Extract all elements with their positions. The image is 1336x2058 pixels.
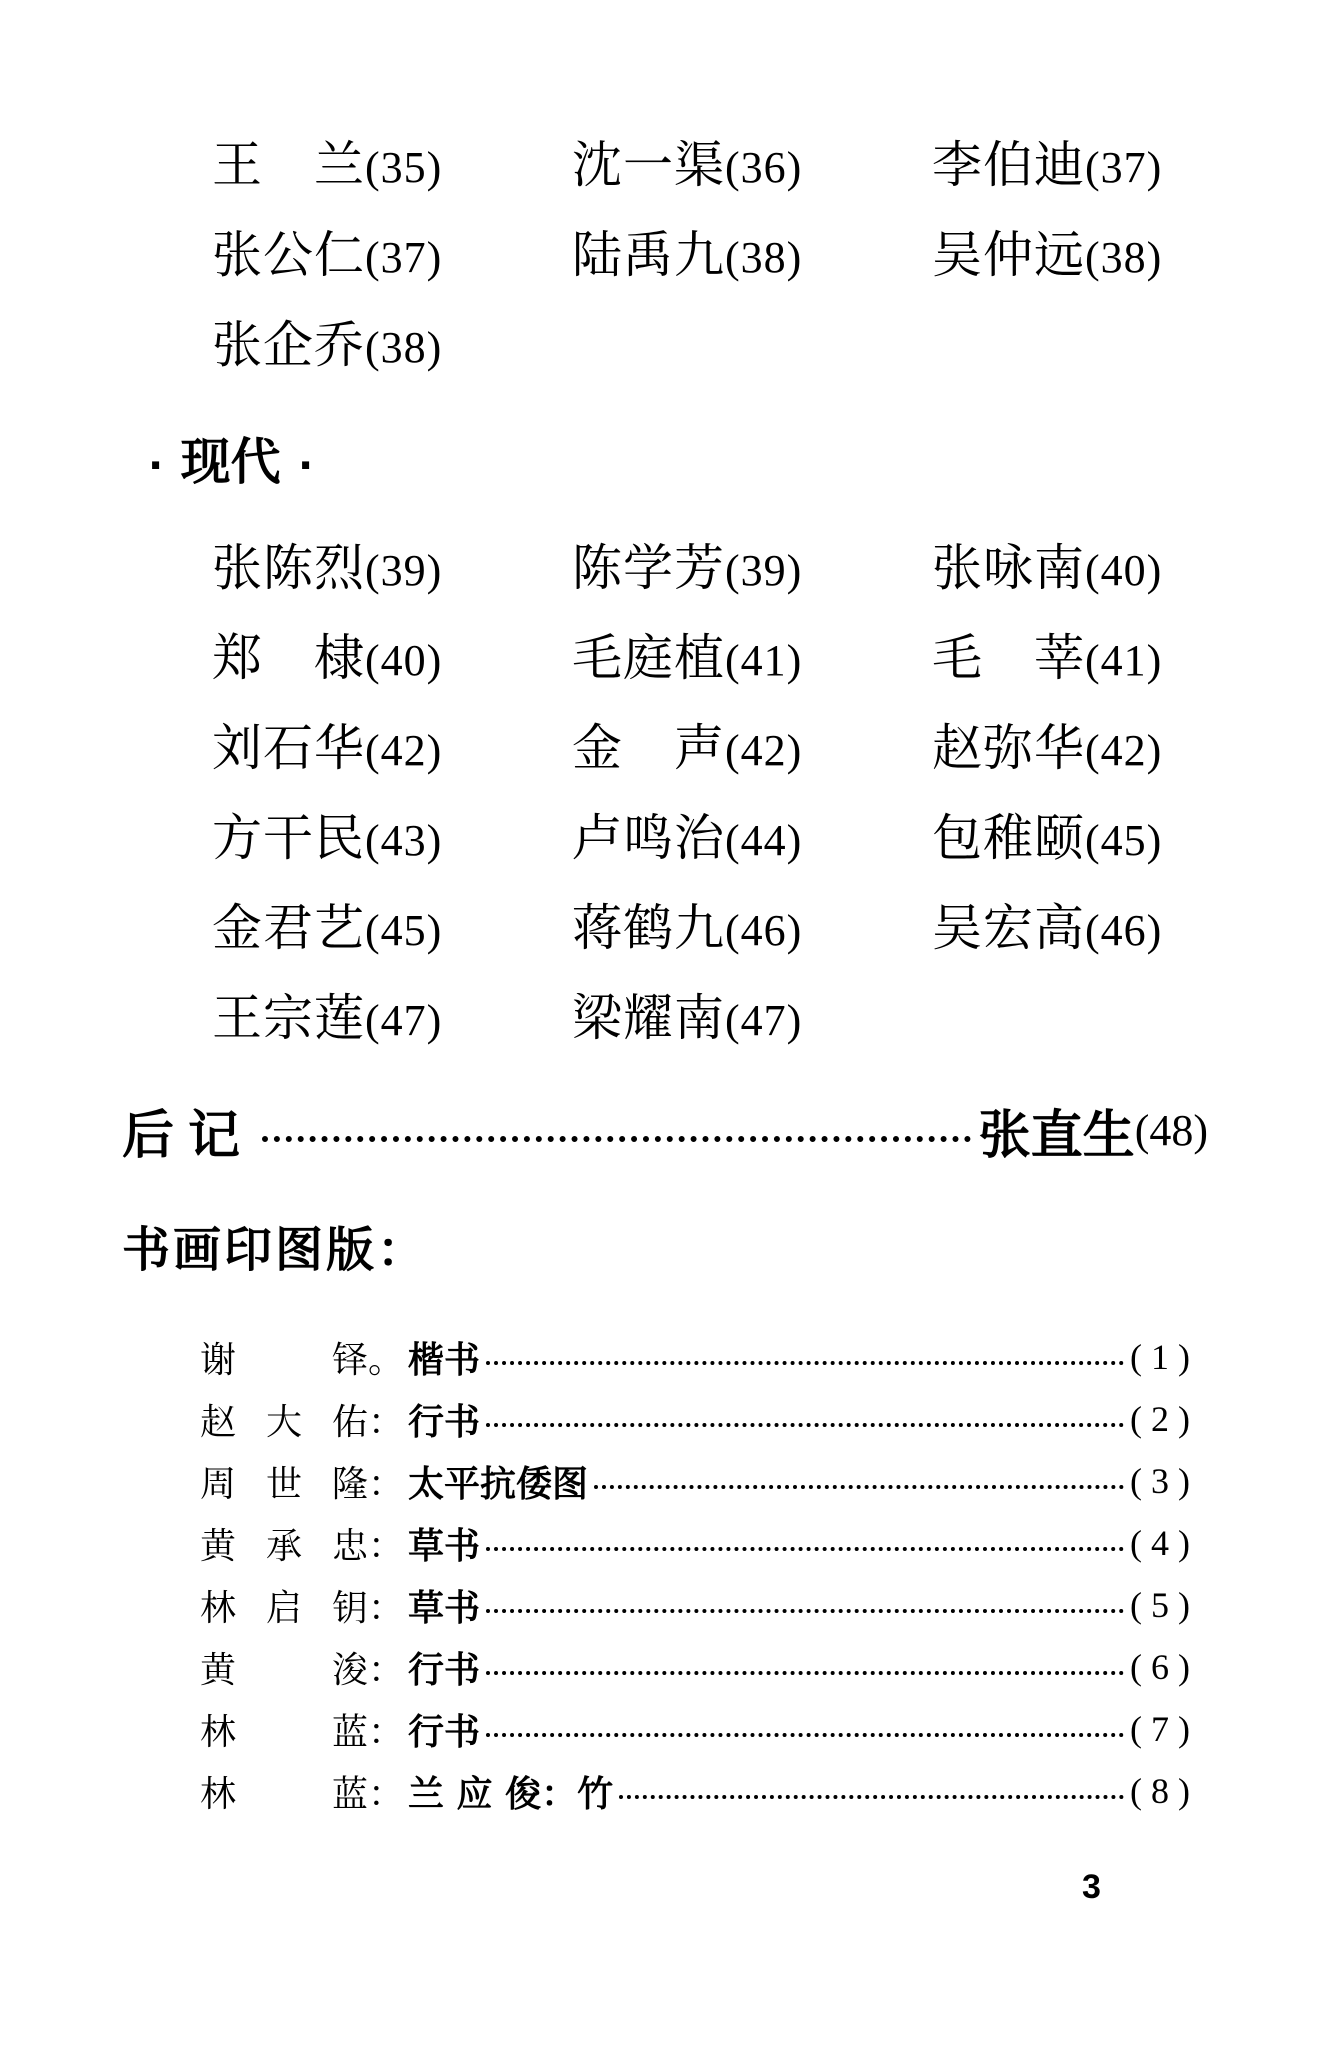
- toc-entry: [572, 708, 802, 791]
- toc-entry: [212, 618, 442, 701]
- plate-colon: ：: [368, 1773, 405, 1815]
- toc-entry: [212, 528, 442, 611]
- plate-artist: 林 蓝: [200, 1711, 368, 1753]
- toc-row: [0, 125, 1336, 205]
- plate-item: [200, 1760, 1190, 1822]
- entry-page: (38): [725, 233, 803, 282]
- entry-name: 毛庭植: [572, 629, 725, 687]
- toc-entry: [932, 798, 1162, 881]
- entry-name: 毛 莘: [932, 629, 1085, 687]
- plate-number: ( 4 ): [1130, 1523, 1190, 1563]
- plate-item: [200, 1574, 1190, 1636]
- entry-name: 陆禹九: [572, 226, 725, 284]
- plate-item: [200, 1450, 1190, 1512]
- plate-title: 兰 应 俊：竹: [408, 1773, 614, 1815]
- entry-name: 张陈烈: [212, 539, 365, 597]
- toc-entry: [572, 528, 802, 611]
- plate-item: [200, 1326, 1190, 1388]
- toc-entry: [212, 125, 442, 208]
- plate-title: 草书: [408, 1525, 481, 1567]
- entry-name: 方干民: [212, 809, 365, 867]
- toc-entry: [932, 125, 1162, 208]
- entry-name: 张企乔: [212, 316, 365, 374]
- plate-number: ( 8 ): [1130, 1771, 1190, 1811]
- entry-page: (41): [1085, 636, 1163, 685]
- toc-row: [0, 618, 1336, 698]
- plate-artist: 林启钥: [200, 1587, 368, 1629]
- entry-page: (37): [1085, 143, 1163, 192]
- toc-entry: [212, 305, 442, 388]
- toc-entry: [572, 215, 802, 298]
- plate-item: [200, 1512, 1190, 1574]
- entry-name: 包稚颐: [932, 809, 1085, 867]
- plate-artist: 周世隆: [200, 1463, 368, 1505]
- plate-title: 行书: [408, 1649, 481, 1691]
- toc-row: [0, 888, 1336, 968]
- toc-afterword: [122, 1090, 1208, 1170]
- toc-entry: [572, 978, 802, 1061]
- entry-page: (42): [365, 726, 443, 775]
- plate-artist: 黄承忠: [200, 1525, 368, 1567]
- entry-page: (43): [365, 816, 443, 865]
- heading-bullet: ·: [148, 443, 164, 489]
- entry-page: (35): [365, 143, 443, 192]
- entry-name: 金 声: [572, 719, 725, 777]
- heading-text: 现代: [180, 433, 281, 491]
- section-heading-modern: [148, 422, 313, 506]
- entry-name: 张公仁: [212, 226, 365, 284]
- entry-name: 沈一渠: [572, 136, 725, 194]
- toc-entry: [932, 618, 1162, 701]
- toc-entry: [572, 125, 802, 208]
- toc-entry: [932, 888, 1162, 971]
- toc-entry: [212, 215, 442, 298]
- dot-leader: [486, 1361, 1124, 1365]
- entry-page: (42): [1085, 726, 1163, 775]
- plate-artist: 林 蓝: [200, 1773, 368, 1815]
- toc-row: [0, 528, 1336, 608]
- dot-leader: [486, 1609, 1124, 1613]
- entry-page: (46): [1085, 906, 1163, 955]
- plate-colon: ：: [368, 1587, 405, 1629]
- entry-page: (44): [725, 816, 803, 865]
- toc-entry: [932, 528, 1162, 611]
- plate-item: [200, 1388, 1190, 1450]
- entry-page: (40): [1085, 546, 1163, 595]
- plate-item: [200, 1698, 1190, 1760]
- toc-entry: [572, 618, 802, 701]
- entry-page: (42): [725, 726, 803, 775]
- toc-entry: [932, 708, 1162, 791]
- entry-page: (36): [725, 143, 803, 192]
- plate-number: ( 7 ): [1130, 1709, 1190, 1749]
- afterword-page: (48): [1134, 1105, 1208, 1155]
- dot-leader: [486, 1547, 1124, 1551]
- entry-page: (47): [365, 996, 443, 1045]
- plate-title: 太平抗倭图: [408, 1463, 589, 1505]
- plate-artist: 谢 铎: [200, 1339, 368, 1381]
- toc-entry: [572, 798, 802, 881]
- toc-entry: [932, 215, 1162, 298]
- toc-entry: [212, 708, 442, 791]
- entry-page: (37): [365, 233, 443, 282]
- entry-page: (38): [1085, 233, 1163, 282]
- plate-number: ( 3 ): [1130, 1461, 1190, 1501]
- plate-number: ( 5 ): [1130, 1585, 1190, 1625]
- entry-name: 赵弥华: [932, 719, 1085, 777]
- plate-number: ( 2 ): [1130, 1399, 1190, 1439]
- entry-page: (39): [365, 546, 443, 595]
- plate-title: 楷书: [408, 1339, 481, 1381]
- plate-colon: ：: [368, 1711, 405, 1753]
- toc-row: [0, 305, 1336, 385]
- afterword-author: 张直生: [978, 1105, 1135, 1166]
- toc-entry: [212, 888, 442, 971]
- plate-number: ( 1 ): [1130, 1337, 1190, 1377]
- entry-name: 郑 棣: [212, 629, 365, 687]
- entry-page: (40): [365, 636, 443, 685]
- dot-leader: [486, 1423, 1124, 1427]
- plate-colon: ：: [368, 1649, 405, 1691]
- entry-name: 卢鸣治: [572, 809, 725, 867]
- entry-name: 金君艺: [212, 899, 365, 957]
- plate-item: [200, 1636, 1190, 1698]
- plate-number: ( 6 ): [1130, 1647, 1190, 1687]
- toc-entry: [212, 978, 442, 1061]
- entry-name: 王宗莲: [212, 989, 365, 1047]
- entry-name: 梁耀南: [572, 989, 725, 1047]
- entry-page: (47): [725, 996, 803, 1045]
- entry-page: (45): [365, 906, 443, 955]
- entry-name: 王 兰: [212, 136, 365, 194]
- plate-title: 行书: [408, 1401, 481, 1443]
- dot-leader: [486, 1671, 1124, 1675]
- entry-page: (38): [365, 323, 443, 372]
- entry-name: 李伯迪: [932, 136, 1085, 194]
- plate-artist: 赵大佑: [200, 1401, 368, 1443]
- entry-name: 陈学芳: [572, 539, 725, 597]
- dot-leader: [594, 1485, 1124, 1489]
- toc-row: [0, 978, 1336, 1058]
- entry-name: 张咏南: [932, 539, 1085, 597]
- toc-row: [0, 215, 1336, 295]
- dot-leader: [262, 1136, 971, 1142]
- toc-row: [0, 708, 1336, 788]
- dot-leader: [619, 1795, 1124, 1799]
- heading-bullet: ·: [298, 443, 314, 489]
- plate-colon: ：: [368, 1525, 405, 1567]
- plate-colon: ：: [368, 1463, 405, 1505]
- entry-name: 吴宏高: [932, 899, 1085, 957]
- entry-page: (45): [1085, 816, 1163, 865]
- toc-entry: [572, 888, 802, 971]
- page-number: 3: [1082, 1868, 1101, 1906]
- plate-title: 草书: [408, 1587, 481, 1629]
- plate-title: 行书: [408, 1711, 481, 1753]
- entry-page: (41): [725, 636, 803, 685]
- toc-row: [0, 798, 1336, 878]
- plate-colon: ：: [368, 1401, 405, 1443]
- entry-name: 吴仲远: [932, 226, 1085, 284]
- plate-colon: 。: [368, 1339, 405, 1381]
- entry-page: (46): [725, 906, 803, 955]
- toc-entry: [212, 798, 442, 881]
- afterword-label: 后记: [122, 1105, 255, 1166]
- entry-page: (39): [725, 546, 803, 595]
- dot-leader: [486, 1733, 1124, 1737]
- plates-heading: 书画印图版：: [122, 1222, 429, 1278]
- plate-artist: 黄 浚: [200, 1649, 368, 1691]
- entry-name: 刘石华: [212, 719, 365, 777]
- entry-name: 蒋鹤九: [572, 899, 725, 957]
